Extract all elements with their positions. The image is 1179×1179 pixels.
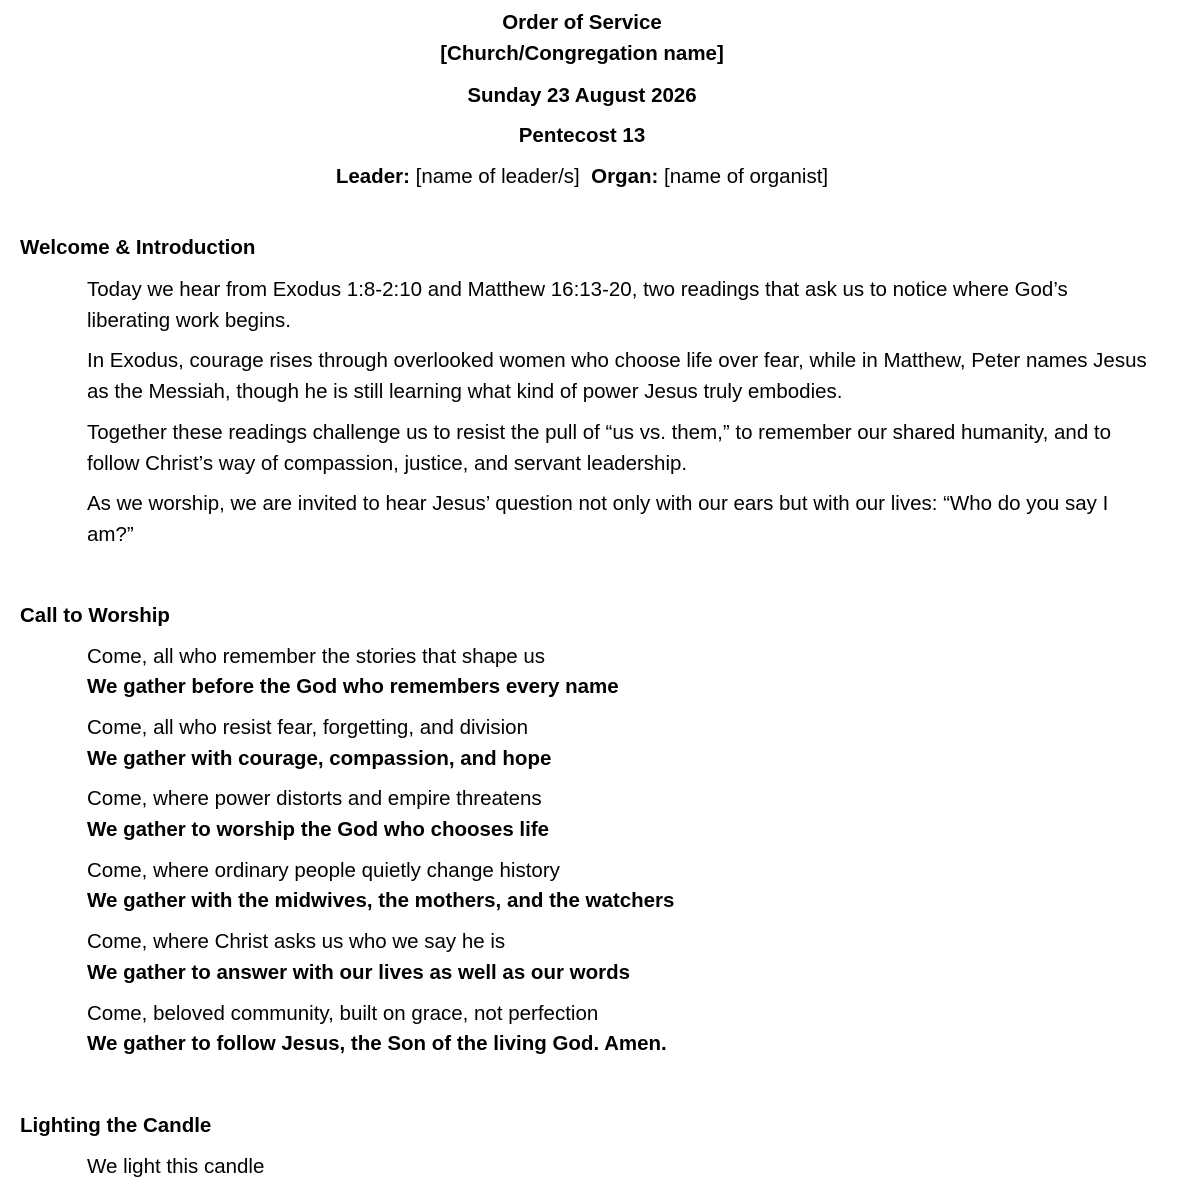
leader-line: Come, all who resist fear, forgetting, and division (87, 716, 528, 739)
call-to-worship-heading: Call to Worship (20, 604, 170, 627)
leader-organ-line (0, 163, 1164, 191)
people-response: We gather to follow Jesus, the Son of the living God. Amen. (87, 1032, 667, 1055)
people-response: We gather with courage, compassion, and hope (87, 747, 552, 770)
people-response: We gather to worship the God who chooses life (87, 818, 550, 841)
welcome-paragraph: Together these readings challenge us to resist the pull of “us vs. them,” to remember our shared humanity, and to follow Christ’s way of compassion, justice, and servant leadership. (87, 421, 1112, 475)
service-date: Sunday 23 August 2026 (467, 84, 697, 107)
lighting-candle-heading: Lighting the Candle (20, 1114, 212, 1137)
organ-label: Organ: (591, 165, 659, 188)
welcome-paragraph: As we worship, we are invited to hear Jesus’ question not only with our ears but with our lives: “Who do you say I am?” (87, 492, 1109, 546)
congregation-name: [Church/Congregation name] (440, 42, 724, 65)
welcome-paragraph: Today we hear from Exodus 1:8-2:10 and Matthew 16:13-20, two readings that ask us to notice where God’s liberating work begins. (87, 278, 1068, 332)
candle-first-line: We light this candle (87, 1155, 265, 1178)
document-title: Order of Service (502, 11, 662, 34)
leader-value: [name of leader/s] (415, 165, 580, 188)
liturgical-season: Pentecost 13 (518, 124, 646, 147)
leader-line: Come, where Christ asks us who we say he is (87, 930, 506, 953)
people-response: We gather before the God who remembers every name (87, 675, 619, 698)
leader-line: Come, all who remember the stories that shape us (87, 645, 546, 668)
leader-line: Come, beloved community, built on grace, not perfection (87, 1002, 599, 1025)
people-response: We gather with the midwives, the mothers, and the watchers (87, 889, 675, 912)
people-response: We gather to answer with our lives as well as our words (87, 961, 631, 984)
leader-line: Come, where power distorts and empire threatens (87, 787, 542, 810)
leader-line: Come, where ordinary people quietly change history (87, 859, 560, 882)
welcome-paragraph: In Exodus, courage rises through overlooked women who choose life over fear, while in Matthew, Peter names Jesus as the Messiah, though he is still learning what kind of power Jesus truly embodies. (87, 349, 1147, 403)
welcome-heading: Welcome & Introduction (20, 236, 256, 259)
leader-label: Leader: (335, 165, 410, 188)
organ-value: [name of organist] (664, 165, 829, 188)
